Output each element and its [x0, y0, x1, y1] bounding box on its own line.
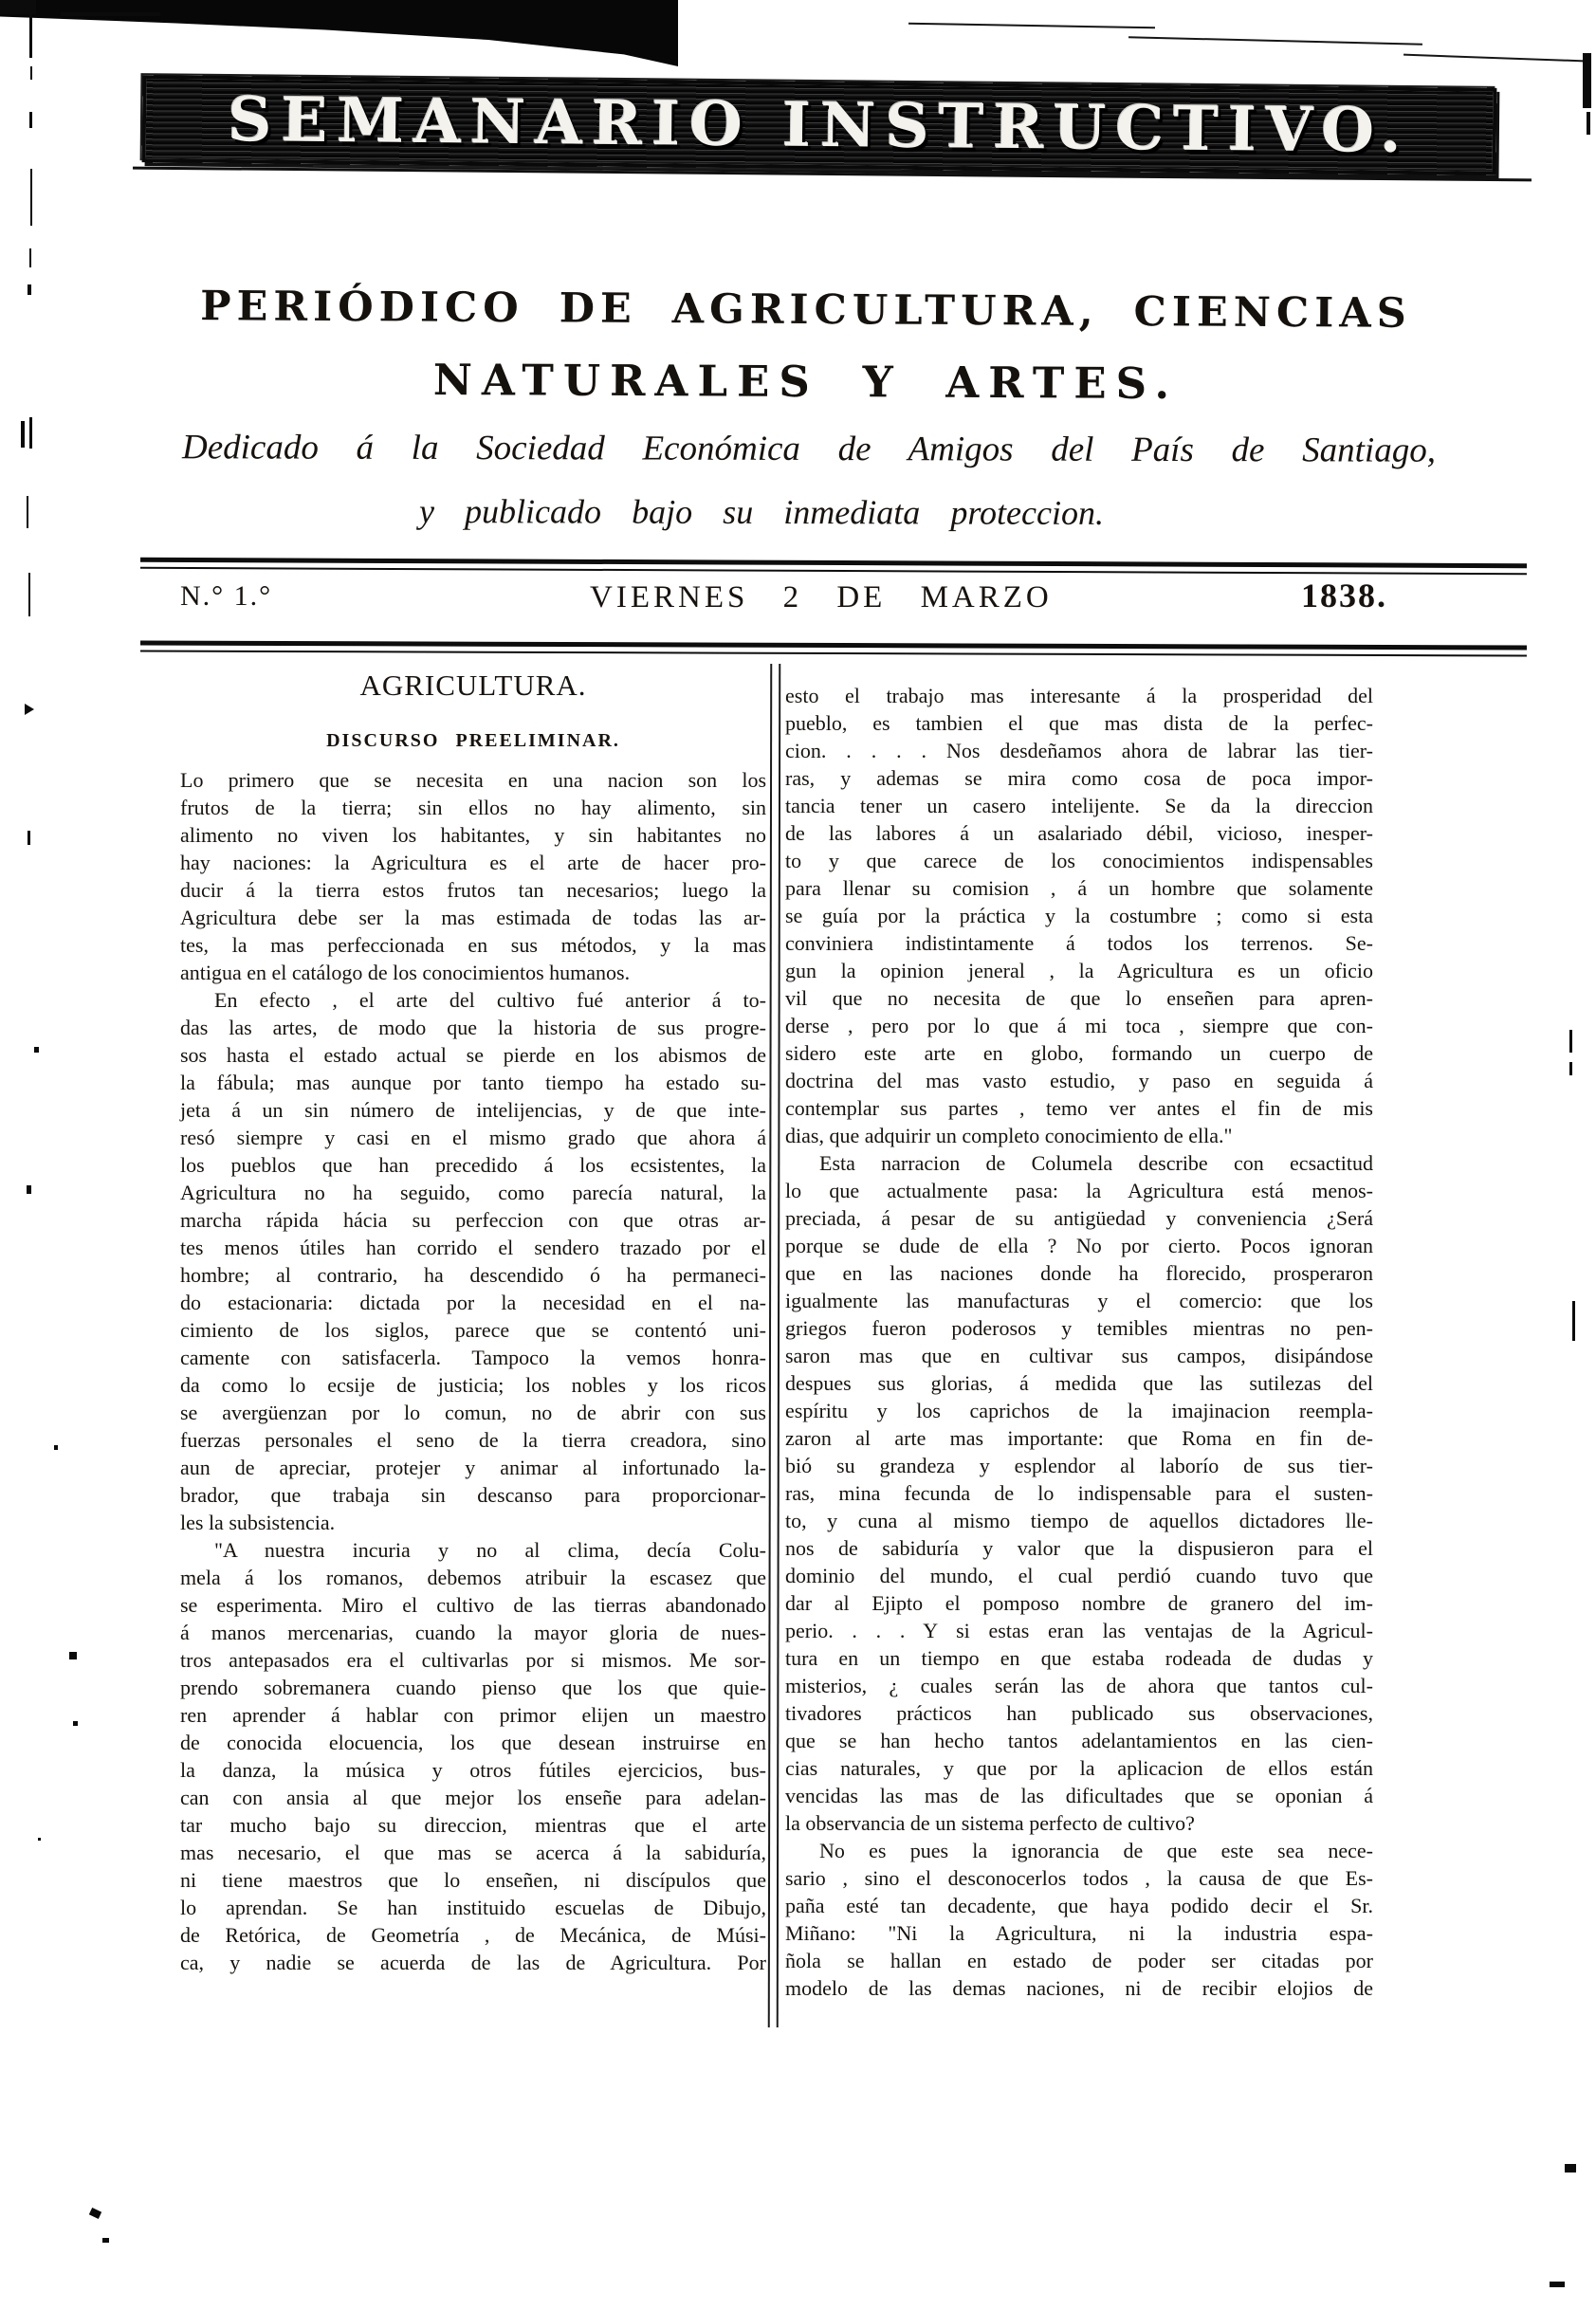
text-line: la observancia de un sistema perfecto de cultivo?	[785, 1811, 1195, 1835]
dedication-line-2: y publicado bajo su inmediata proteccion.	[418, 492, 1105, 532]
text-line: tancia tener un casero intelijente. Se da la direccion	[785, 794, 1373, 817]
text-line: sario , sino el desconocerlos todos , la causa de que Es-	[785, 1866, 1373, 1890]
subtitle-line-2: NATURALES Y ARTES.	[432, 354, 1180, 410]
text-line: se esperimenta. Miro el cultivo de las tierras abandonado	[180, 1593, 766, 1617]
issue-date: VIERNES 2 DE MARZO	[590, 580, 1053, 614]
text-line: se avergüenzan por lo comun, no de abrir con sus	[180, 1401, 766, 1424]
scan-speck	[1550, 2282, 1565, 2287]
scan-mark	[1583, 53, 1591, 108]
column-left-body	[180, 766, 766, 1976]
text-line: la danza, la música y otros fútiles ejercicios, bus-	[180, 1758, 766, 1782]
text-line: doctrina del mas vasto estudio, y paso en seguida á	[785, 1069, 1373, 1092]
text-line: cimiento de los siglos, parece que se contentó uni-	[180, 1318, 766, 1342]
text-line: griegos fueron poderosos y temibles mientras no pen-	[785, 1316, 1373, 1340]
text-line: tivadores prácticos han publicado sus observaciones,	[785, 1701, 1373, 1725]
text-line: hay naciones: la Agricultura es el arte de hacer pro-	[180, 851, 766, 874]
text-line: de Retórica, de Geometría , de Mecánica, de Músi-	[180, 1923, 766, 1947]
text-line: antigua en el catálogo de los conocimientos humanos.	[180, 961, 631, 984]
subtitle-line-1: PERIÓDICO DE AGRICULTURA, CIENCIAS	[200, 283, 1412, 338]
text-line: despues sus glorias, á medida que las sutilezas del	[785, 1371, 1373, 1395]
text-line: Miñano: "Ni la Agricultura, ni la industria espa-	[785, 1921, 1373, 1945]
column-right-body	[785, 682, 1373, 2002]
issue-number: N.° 1.°	[180, 580, 273, 612]
scan-scratch	[28, 573, 30, 616]
paragraph	[785, 1149, 1373, 1837]
text-line: ren aprender á hablar con primor elijen un maestro	[180, 1703, 766, 1727]
text-line: de las labores á un asalariado débil, vicioso, inesper-	[785, 821, 1373, 845]
masthead-banner	[142, 75, 1497, 175]
text-line: resó siempre y casi en el mismo grado que ahora á	[180, 1126, 766, 1149]
text-line: ni tiene maestros que lo enseñen, ni discípulos que	[180, 1868, 766, 1892]
scan-scratch	[29, 248, 31, 267]
text-line: ñola se hallan en estado de poder ser citadas por	[785, 1949, 1373, 1972]
section-title: AGRICULTURA.	[359, 669, 587, 702]
paragraph	[785, 1837, 1373, 2002]
paragraph	[180, 766, 766, 986]
issue-year: 1838.	[1301, 577, 1387, 614]
scan-artifacts	[0, 0, 1596, 66]
text-line: to y que carece de los conocimientos indispensables	[785, 849, 1373, 872]
paragraph	[180, 1536, 766, 1976]
text-line: derse , pero por lo que á mi toca , siempre que con-	[785, 1014, 1373, 1037]
text-line: la fábula; mas aunque por tanto tiempo ha estado su-	[180, 1071, 766, 1094]
scan-speck	[54, 1445, 58, 1450]
scan-blotch-top-right	[0, 0, 678, 66]
text-line: preciada, á pesar de su antigüedad y conveniencia ¿Será	[785, 1206, 1373, 1230]
text-line: can con ansia al que mejor los enseñe para adelan-	[180, 1786, 766, 1809]
text-line: lo aprendan. Se han instituido escuelas de Dibujo,	[180, 1896, 766, 1919]
double-rule-top	[140, 558, 1527, 575]
text-line: modelo de las demas naciones, ni de recibir elojios de	[785, 1976, 1373, 2000]
text-line: dar al Ejipto el pomposo nombre de granero del im-	[785, 1591, 1373, 1615]
text-line: En efecto , el arte del cultivo fué anterior á to-	[214, 988, 766, 1012]
text-line: contemplar sus partes , temo ver antes el fin de mis	[785, 1096, 1373, 1120]
text-line: tes, la mas perfeccionada en sus métodos, y la mas	[180, 933, 766, 957]
text-line: frutos de la tierra; sin ellos no hay alimento, sin	[180, 796, 766, 819]
text-line: to, y cuna al mismo tiempo de aquellos dictadores lle-	[785, 1509, 1373, 1532]
text-line: tes menos útiles han corrido el sendero trazado por el	[180, 1236, 766, 1259]
text-line: para llenar su comision , á un hombre que solamente	[785, 876, 1373, 900]
text-line: do estacionaria: dictada por la necesidad en el na-	[180, 1291, 766, 1314]
text-line: que se han hecho tantos adelantamientos en las cien-	[785, 1729, 1373, 1752]
scan-speck	[27, 1185, 31, 1194]
text-line: brador, que trabaja sin descanso para proporcionar-	[180, 1483, 766, 1507]
dedication-line-1: Dedicado á la Sociedad Económica de Amigos del País de Santiago,	[181, 428, 1437, 470]
text-line: No es pues la ignorancia de que este sea nece-	[819, 1839, 1373, 1862]
text-line: tar mucho bajo su direccion, mientras que el arte	[180, 1813, 766, 1837]
scan-scratch	[29, 112, 32, 128]
scan-speck	[34, 1047, 39, 1053]
scan-scratch	[1572, 1301, 1575, 1341]
text-line: perio. . . . Y si estas eran las ventajas de la Agricul-	[785, 1619, 1373, 1642]
scan-scratch	[30, 169, 32, 226]
text-line: igualmente las manufacturas y el comercio: que los	[785, 1289, 1373, 1312]
text-line: marcha rápida hácia su perfeccion con que otras ar-	[180, 1208, 766, 1232]
text-line: pueblo, es tambien el que mas dista de la perfec-	[785, 711, 1373, 735]
text-line: porque se dude de ella ? No por cierto. Pocos ignoran	[785, 1234, 1373, 1257]
text-line: á manos mercenarias, cuando la mayor gloria de nues-	[180, 1621, 766, 1644]
text-line: ras, mina fecunda de lo indispensable para el susten-	[785, 1481, 1373, 1505]
text-line: vil que no necesita de que lo enseñen para apren-	[785, 986, 1373, 1010]
text-line: cion. . . . . Nos desdeñamos ahora de labrar las tier-	[785, 739, 1373, 762]
text-line: que en las naciones donde ha florecido, prosperaron	[785, 1261, 1373, 1285]
text-line: gun la opinion jeneral , la Agricultura es un oficio	[785, 959, 1373, 982]
text-line: bió su grandeza y esplendor al laborío de sus tier-	[785, 1454, 1373, 1477]
text-line: prendo sobremanera cuando pienso que los que quie-	[180, 1676, 766, 1699]
masthead-title: SEMANARIO INSTRUCTIVO.	[227, 83, 1412, 167]
scan-mark	[21, 421, 25, 448]
scan-scratch	[1569, 1062, 1572, 1075]
text-line: se guía por la práctica y la costumbre ; como si esta	[785, 904, 1373, 927]
text-line: ca, y nadie se acuerda de las de Agricultura. Por	[180, 1951, 766, 1974]
scan-scratch	[30, 66, 32, 80]
text-line: los pueblos que han precedido á los ecsistentes, la	[180, 1153, 766, 1177]
text-line: cias naturales, y que por la aplicacion de ellos están	[785, 1756, 1373, 1780]
column-left	[180, 669, 766, 1976]
scan-scratch	[27, 496, 28, 528]
text-line: lo que actualmente pasa: la Agricultura está menos-	[785, 1179, 1373, 1202]
text-line: aun de apreciar, protejer y animar al infortunado la-	[180, 1456, 766, 1479]
text-line: tros antepasados era el cultivarlas por si mismos. Me sor-	[180, 1648, 766, 1672]
text-line: "A nuestra incuria y no al clima, decía Colu-	[214, 1538, 766, 1562]
text-line: jeta á un sin número de intelijencias, y de que inte-	[180, 1098, 766, 1122]
scan-streak	[1128, 36, 1422, 46]
text-line: da como lo ecsije de justicia; los nobles y los ricos	[180, 1373, 766, 1397]
text-line: saron mas que en cultivar sus campos, disipándose	[785, 1344, 1373, 1367]
text-line: les la subsistencia.	[180, 1511, 336, 1534]
scan-speck	[102, 2238, 109, 2243]
text-line: Esta narracion de Columela describe con ecsactitud	[819, 1151, 1373, 1175]
scan-streak	[1403, 54, 1584, 63]
text-line: espíritu y los caprichos de la imajinacion reempla-	[785, 1399, 1373, 1422]
scan-scratch	[1569, 1030, 1572, 1053]
text-line: Agricultura debe ser la mas estimada de todas las ar-	[180, 906, 766, 929]
text-line: conviniera indistintamente á todos los terrenos. Se-	[785, 931, 1373, 955]
text-line: nos de sabiduría y valor que la dispusieron para el	[785, 1536, 1373, 1560]
text-line: sidero este arte en globo, formando un cuerpo de	[785, 1041, 1373, 1065]
scan-mark	[29, 417, 32, 449]
scan-mark	[28, 284, 31, 295]
text-line: vencidas las mas de las dificultades que se oponian á	[785, 1784, 1373, 1807]
text-line: sos hasta el estado actual se pierde en los abismos de	[180, 1043, 766, 1067]
scan-speck	[38, 1838, 41, 1841]
scan-blotch-top-left	[0, 0, 36, 14]
paragraph	[785, 682, 1373, 1149]
text-line: ducir á la tierra estos frutos tan necesarios; luego la	[180, 878, 766, 902]
text-line: tura en un tiempo en que estaba rodeada de dudas y	[785, 1646, 1373, 1670]
scan-scratch	[29, 14, 32, 58]
scan-mark	[25, 704, 34, 715]
text-line: mas necesario, el que mas se acerca á la sabiduría,	[180, 1841, 766, 1864]
scan-speck	[1565, 2164, 1576, 2172]
text-line: Agricultura no ha seguido, como parecía natural, la	[180, 1181, 766, 1204]
text-line: esto el trabajo mas interesante á la prosperidad del	[785, 684, 1373, 707]
column-right	[785, 669, 1373, 2002]
text-line: dias, que adquirir un completo conocimiento de ella."	[785, 1124, 1233, 1147]
text-line: alimento no viven los habitantes, y sin habitantes no	[180, 823, 766, 847]
scan-mark	[61, 12, 160, 16]
text-line: mela á los romanos, debemos atribuir la escasez que	[180, 1566, 766, 1589]
scan-speck	[73, 1721, 78, 1726]
text-line: hombre; al contrario, ha descendido ó ha permaneci-	[180, 1263, 766, 1287]
text-line: dominio del mundo, el cual perdió cuando tuvo que	[785, 1564, 1373, 1587]
text-line: zaron al arte mas importante: que Roma en fin de-	[785, 1426, 1373, 1450]
text-line: Lo primero que se necesita en una nacion son los	[180, 768, 766, 792]
scan-speck	[89, 2208, 101, 2219]
scan-mark	[28, 831, 30, 845]
double-rule-bottom	[140, 640, 1527, 656]
scan-mark	[1587, 112, 1590, 135]
text-line: ras, y ademas se mira como cosa de poca impor-	[785, 766, 1373, 790]
text-line: de conocida elocuencia, los que desean instruirse en	[180, 1731, 766, 1754]
text-line: misterios, ¿ cuales serán las de ahora que tantos cul-	[785, 1674, 1373, 1697]
column-divider	[768, 664, 781, 2027]
scan-speck	[69, 1652, 77, 1659]
subsection-title: DISCURSO PREELIMINAR.	[326, 730, 620, 751]
text-line: paña esté tan decadente, que haya podido decir el Sr.	[785, 1894, 1373, 1917]
scan-streak	[908, 23, 1155, 29]
text-line: camente con satisfacerla. Tampoco la vemos honra-	[180, 1346, 766, 1369]
text-line: das las artes, de modo que la historia de sus progre-	[180, 1016, 766, 1039]
text-line: fuerzas personales el seno de la tierra creadora, sino	[180, 1428, 766, 1452]
paragraph	[180, 986, 766, 1536]
